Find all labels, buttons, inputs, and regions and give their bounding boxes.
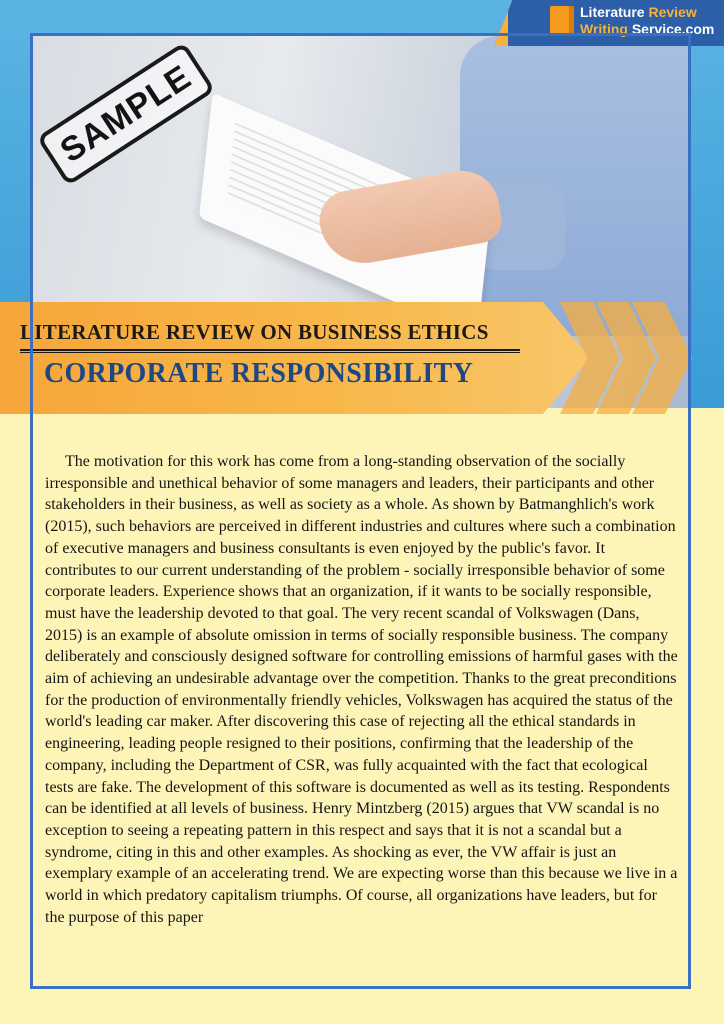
sample-stamp-label: SAMPLE [53,57,199,170]
logo-line-1: Literature Review [580,4,697,20]
site-logo[interactable] [580,4,724,38]
book-logo-icon [550,6,574,36]
body-paragraph-text: The motivation for this work has come from a long-standing observation of the socially irresponsible and unethical behavior of some managers and leaders, their participants and other stakeholders in their business, as well as society as a whole. As shown by Batmanghlich's work (2015), such behaviors are perceived in different industries and cultures where such a combination of executive managers and business consultants is even enjoyed by the public's favor. It contributes to our current understanding of the problem - socially irresponsible behavior of some corporate leaders. Experience shows that an organization, if it wants to be socially responsible, must have the leadership devoted to that goal. The very recent scandal of Volkswagen (Dans, 2015) is an example of absolute omission in terms of socially responsible business. The company deliberately and consciously designed software for controlling emissions of harmful gases with the aim of achieving an undesirable advantage over the competition. Thanks to the great preconditions for the production of environmentally friendly vehicles, Volkswagen has acquired the status of the world's leading car maker. After discovering this case of rejecting all the ethical standards in engineering, leading people resigned to their positions, confirming that the leadership of the company, including the Department of CSR, was fully acquainted with the fact that ecological tests are fake. The development of this software is documented as well as its testing. Respondents can be identified at all levels of business. Henry Mintzberg (2015) argues that VW scandal is no exception to seeing a repeating pattern in this respect and says that it is not a scandal but a syndrome, citing in this and other examples. As shocking as ever, the VW affair is just an exemplary example of an accelerating trend. We are expecting worse than this because we live in a world in which predatory capitalism triumphs. Of course, all organizations have leaders, but for the purpose of this paper [45,453,678,926]
document-title: LITERATURE REVIEW ON BUSINESS ETHICS [20,320,520,351]
title-underline [20,352,520,353]
document-subtitle: CORPORATE RESPONSIBILITY [44,358,474,389]
body-paragraph [45,451,679,928]
logo-line-2: Writing Service.com [580,21,715,37]
